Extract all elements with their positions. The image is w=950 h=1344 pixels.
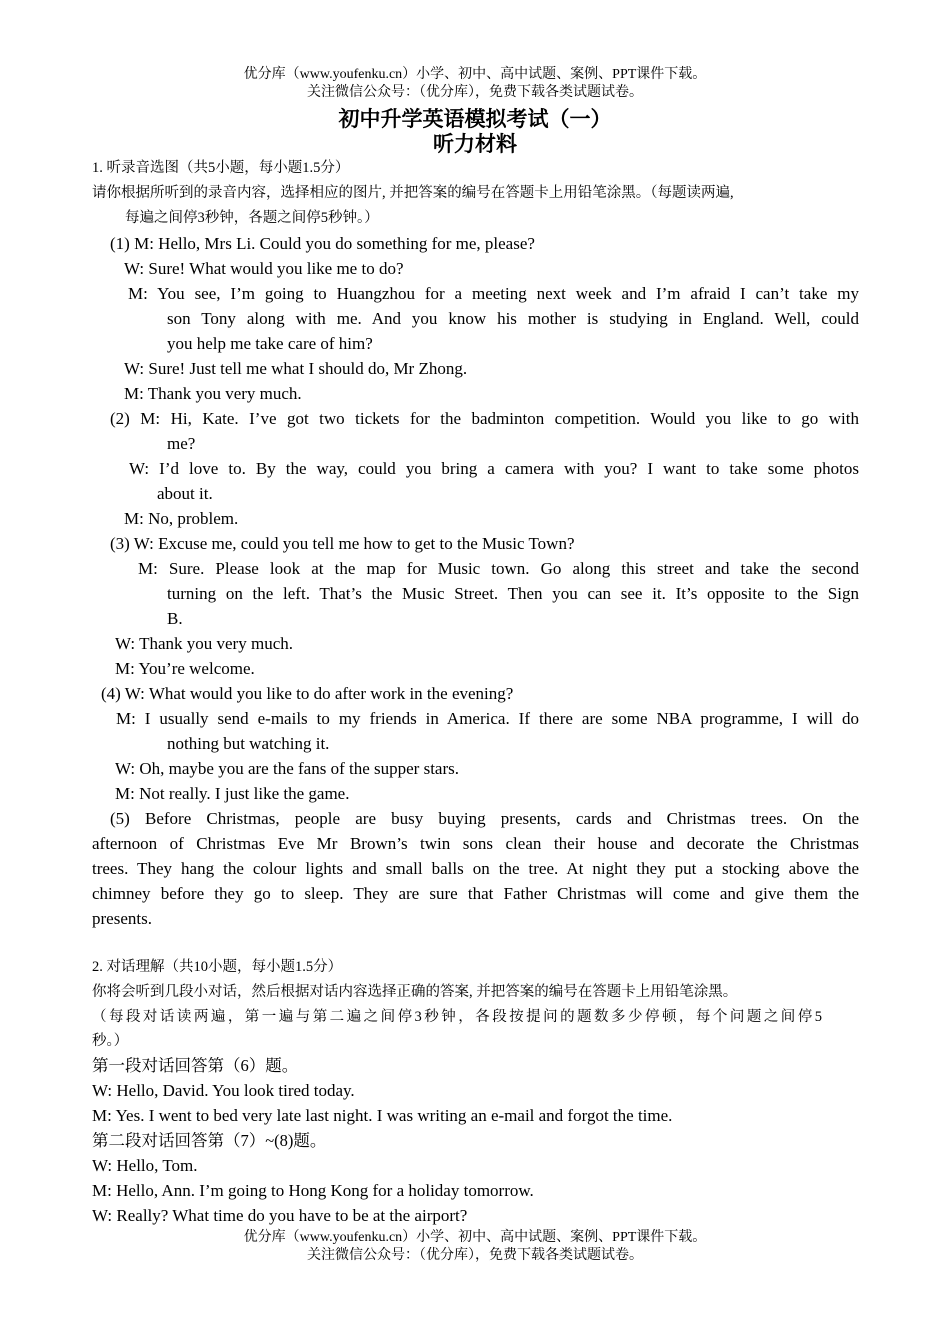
dialogue-line: turning on the left. That’s the Music Street. Then you can see it. It’s opposite to the Sign — [167, 584, 859, 603]
dialogue-line: (2) M: Hi, Kate. I’ve got two tickets for the badminton competition. Would you like to go with — [110, 409, 859, 428]
passage-line: (5) Before Christmas, people are busy buying presents, cards and Christmas trees. On the — [110, 809, 859, 828]
dialogue-line: W: Sure! Just tell me what I should do, Mr Zhong. — [124, 359, 468, 378]
dialogue-line: M: You see, I’m going to Huangzhou for a meeting next week and I’m afraid I can’t take my — [128, 284, 859, 303]
footer-line-1: 优分库（www.youfenku.cn）小学、初中、高中试题、案例、PPT课件下载。 — [243, 1230, 707, 1245]
dialogue-line: W: Sure! What would you like me to do? — [124, 259, 404, 278]
dialogue-line: nothing but watching it. — [167, 734, 330, 753]
dialogue-line: W: Hello, Tom. — [92, 1156, 198, 1175]
footer-line-2: 关注微信公众号：（优分库），免费下载各类试题试卷。 — [307, 1248, 643, 1263]
dialogue-prompt: 第二段对话回答第（7）~(8)题。 — [92, 1131, 327, 1150]
dialogue-line: W: Oh, maybe you are the fans of the supper stars. — [115, 759, 459, 778]
section2-instruction: 你将会听到几段小对话，然后根据对话内容选择正确的答案, 并把答案的编号在答题卡上用铅笔涂黑。 — [92, 984, 738, 1000]
dialogue-line: M: Thank you very much. — [124, 384, 302, 403]
dialogue-line: B. — [167, 609, 183, 628]
section1-instruction: 请你根据所听到的录音内容，选择相应的图片, 并把答案的编号在答题卡上用铅笔涂黑。（每题读两遍, — [92, 185, 734, 201]
section2-instruction: 秒。） — [92, 1033, 129, 1049]
dialogue-line: M: I usually send e-mails to my friends in America. If there are some NBA programme, I will do — [116, 709, 859, 728]
section1-heading: 1. 听录音选图（共5小题，每小题1.5分） — [92, 160, 350, 176]
dialogue-line: M: Not really. I just like the game. — [115, 784, 350, 803]
section2-instruction: （每段对话读两遍，第一遍与第二遍之间停3秒钟，各段按提问的题数多少停顿，每个问题之间停5 — [92, 1009, 822, 1025]
dialogue-line: M: You’re welcome. — [115, 659, 255, 678]
dialogue-line: W: Really? What time do you have to be at the airport? — [92, 1206, 468, 1225]
dialogue-line: me? — [167, 434, 196, 453]
dialogue-line: W: Thank you very much. — [115, 634, 293, 653]
dialogue-line: (4) W: What would you like to do after work in the evening? — [101, 684, 514, 703]
dialogue-line: about it. — [157, 484, 213, 503]
passage-line: afternoon of Christmas Eve Mr Brown’s twin sons clean their house and decorate the Christmas — [92, 834, 859, 853]
page-title: 初中升学英语模拟考试（一） — [338, 107, 612, 131]
dialogue-line: son Tony along with me. And you know his mother is studying in England. Well, could — [167, 309, 859, 328]
dialogue-line: M: Sure. Please look at the map for Music town. Go along this street and take the second — [138, 559, 859, 578]
header-line-1: 优分库（www.youfenku.cn）小学、初中、高中试题、案例、PPT课件下载。 — [243, 67, 707, 82]
dialogue-line: M: Hello, Ann. I’m going to Hong Kong for a holiday tomorrow. — [92, 1181, 534, 1200]
dialogue-line: W: Hello, David. You look tired today. — [92, 1081, 355, 1100]
page-subtitle: 听力材料 — [433, 132, 517, 156]
section1-instruction-cont: 每遍之间停3秒钟，各题之间停5秒钟。） — [125, 210, 379, 226]
dialogue-line: W: I’d love to. By the way, could you bring a camera with you? I want to take some photos — [129, 459, 859, 478]
dialogue-prompt: 第一段对话回答第（6）题。 — [92, 1056, 299, 1075]
dialogue-line: M: No, problem. — [124, 509, 239, 528]
passage-line: trees. They hang the colour lights and small balls on the tree. At night they put a stocking above the — [92, 859, 859, 878]
dialogue-line: (1) M: Hello, Mrs Li. Could you do something for me, please? — [110, 234, 535, 253]
passage-line: presents. — [92, 909, 152, 928]
passage-line: chimney before they go to sleep. They are sure that Father Christmas will come and give them the — [92, 884, 859, 903]
dialogue-line: you help me take care of him? — [167, 334, 373, 353]
header-line-2: 关注微信公众号：（优分库），免费下载各类试题试卷。 — [307, 85, 643, 100]
dialogue-line: (3) W: Excuse me, could you tell me how to get to the Music Town? — [110, 534, 575, 553]
section2-heading: 2. 对话理解（共10小题，每小题1.5分） — [92, 959, 343, 975]
dialogue-line: M: Yes. I went to bed very late last night. I was writing an e-mail and forgot the time. — [92, 1106, 673, 1125]
